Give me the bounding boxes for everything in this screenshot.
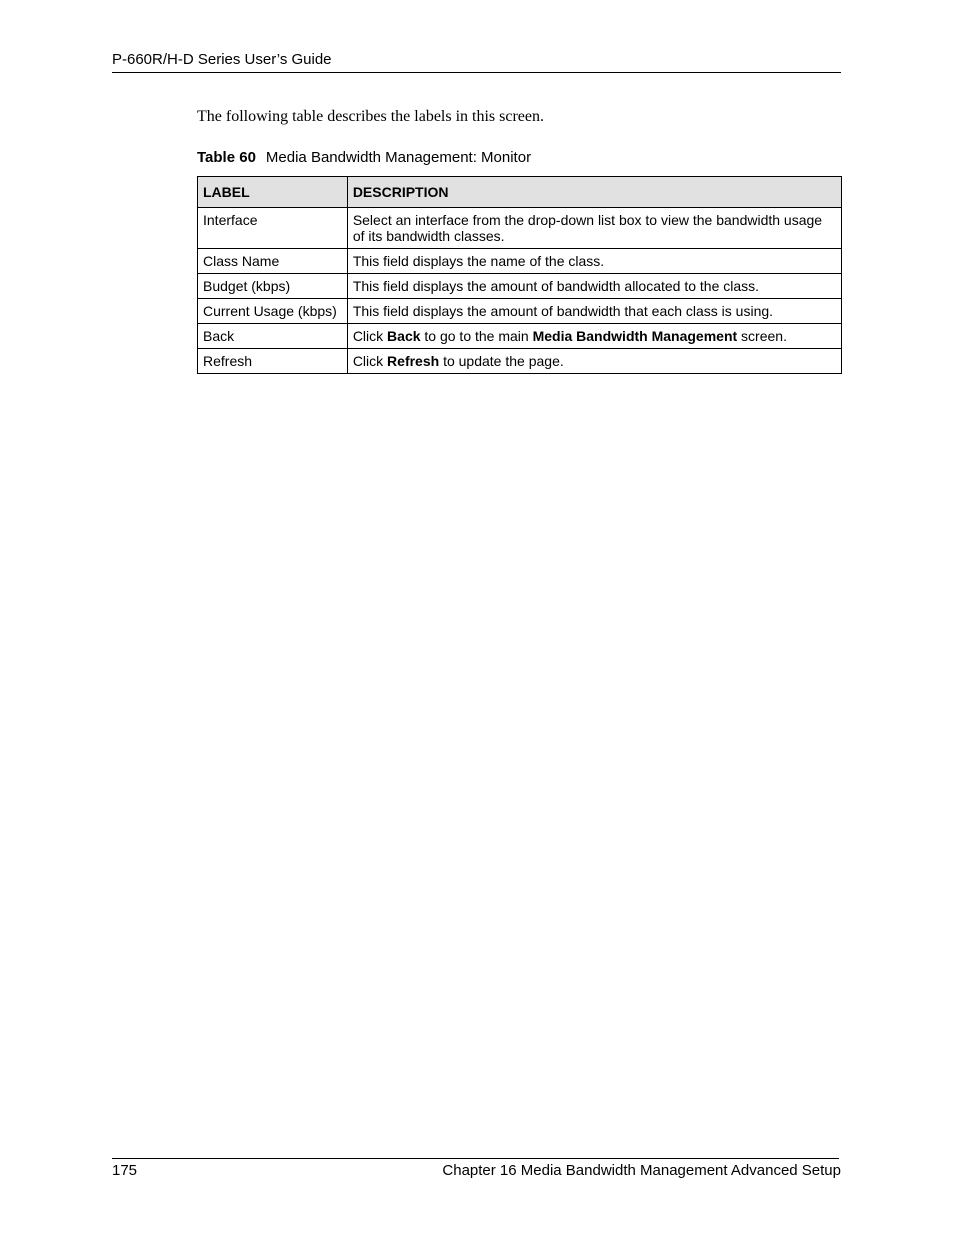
row-description xyxy=(347,324,841,349)
row-description: Select an interface from the drop-down list box to view the bandwidth usage of its bandwidth classes. xyxy=(347,208,841,249)
row-label: Current Usage (kbps) xyxy=(198,299,348,324)
row-description: This field displays the amount of bandwidth that each class is using. xyxy=(347,299,841,324)
description-text: Click xyxy=(352,328,388,344)
table-caption-title: Media Bandwidth Management: Monitor xyxy=(265,149,532,166)
table-caption-number: Table 60 xyxy=(197,149,256,166)
description-text: screen. xyxy=(737,328,787,344)
table-row xyxy=(198,349,842,374)
row-description xyxy=(347,349,841,374)
footer-divider xyxy=(112,1158,839,1159)
row-label: Interface xyxy=(198,208,348,249)
row-description: This field displays the amount of bandwidth allocated to the class. xyxy=(347,274,841,299)
chapter-title: Chapter 16 Media Bandwidth Management Advanced Setup xyxy=(442,1162,841,1179)
table-row xyxy=(198,274,842,299)
description-bold-term: Media Bandwidth Management xyxy=(532,328,738,344)
label-description-table xyxy=(197,176,842,374)
running-header-title: P-660R/H-D Series User’s Guide xyxy=(112,51,332,68)
table-row xyxy=(198,249,842,274)
column-header-description: DESCRIPTION xyxy=(347,177,841,208)
row-label: Budget (kbps) xyxy=(198,274,348,299)
table-row xyxy=(198,208,842,249)
table-header-row xyxy=(198,177,842,208)
description-bold-term: Back xyxy=(387,328,421,344)
column-header-label: LABEL xyxy=(198,177,348,208)
intro-paragraph: The following table describes the labels in this screen. xyxy=(197,108,545,125)
header-divider xyxy=(112,72,841,73)
table-caption xyxy=(197,149,531,167)
row-description: This field displays the name of the class. xyxy=(347,249,841,274)
description-bold-term: Refresh xyxy=(387,353,440,369)
description-text: to go to the main xyxy=(420,328,533,344)
table-row xyxy=(198,299,842,324)
row-label: Class Name xyxy=(198,249,348,274)
row-label: Refresh xyxy=(198,349,348,374)
description-text: to update the page. xyxy=(439,353,564,369)
description-text: Click xyxy=(352,353,388,369)
page-number: 175 xyxy=(112,1162,138,1179)
table-row xyxy=(198,324,842,349)
row-label: Back xyxy=(198,324,348,349)
